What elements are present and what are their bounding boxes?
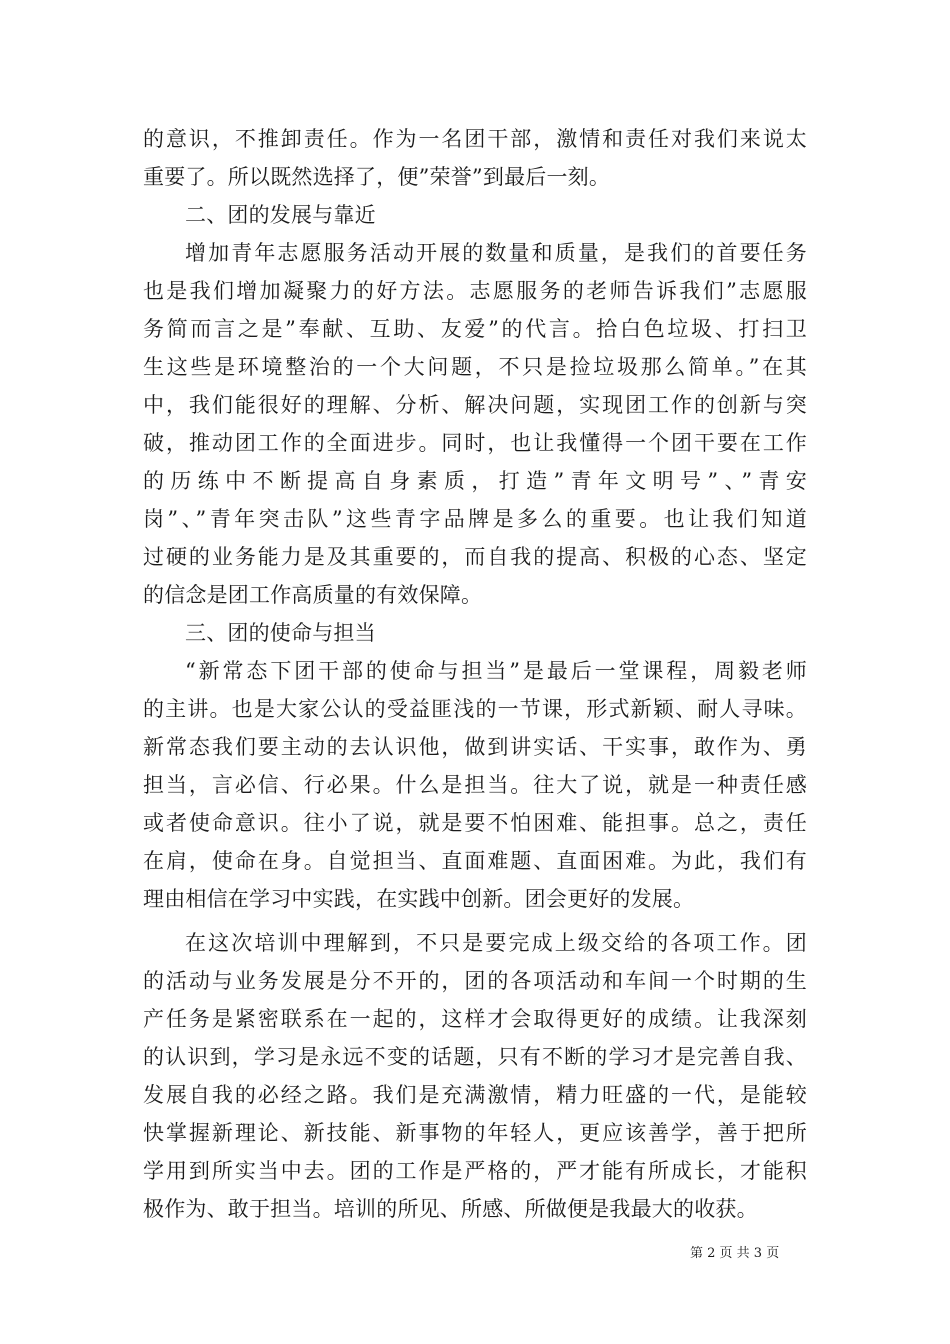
body-text-line: 的历练中不断提高自身素质，打造”青年文明号”、”青安 xyxy=(143,469,807,493)
paragraph-first-line: 在这次培训中理解到，不只是要完成上级交给的各项工作。团 xyxy=(185,931,807,955)
paragraph-first-line: 增加青年志愿服务活动开展的数量和质量，是我们的首要任务 xyxy=(185,241,807,265)
body-text-line: 的信念是团工作高质量的有效保障。 xyxy=(143,583,483,607)
body-text-line: 或者使命意识。往小了说，就是要不怕困难、能担事。总之，责任 xyxy=(143,811,807,835)
body-text-line: 学用到所实当中去。团的工作是严格的，严才能有所成长，才能积 xyxy=(143,1159,807,1183)
body-text-line: 中，我们能很好的理解、分析、解决问题，实现团工作的创新与突 xyxy=(143,393,807,417)
body-text-line: 发展自我的必经之路。我们是充满激情，精力旺盛的一代，是能较 xyxy=(143,1083,807,1107)
section-heading: 二、团的发展与靠近 xyxy=(185,203,376,227)
body-text-line: 重要了。所以既然选择了，便”荣誉”到最后一刻。 xyxy=(143,165,611,189)
body-text-line: 新常态我们要主动的去认识他，做到讲实话、干实事，敢作为、勇 xyxy=(143,735,807,759)
body-text-line: 担当，言必信、行必果。什么是担当。往大了说，就是一种责任感 xyxy=(143,773,807,797)
body-text-line: 过硬的业务能力是及其重要的，而自我的提高、积极的心态、坚定 xyxy=(143,545,807,569)
body-text-line: 快掌握新理论、新技能、新事物的年轻人，更应该善学，善于把所 xyxy=(143,1121,807,1145)
body-text-line: 的主讲。也是大家公认的受益匪浅的一节课，形式新颖、耐人寻味。 xyxy=(143,697,807,721)
body-text-line: 岗”、”青年突击队”这些青字品牌是多么的重要。也让我们知道 xyxy=(143,507,807,531)
body-text-line: 在肩，使命在身。自觉担当、直面难题、直面困难。为此，我们有 xyxy=(143,849,807,873)
body-text-line: 产任务是紧密联系在一起的，这样才会取得更好的成绩。让我深刻 xyxy=(143,1007,807,1031)
body-text-line: 生这些是环境整治的一个大问题，不只是捡垃圾那么简单。”在其 xyxy=(143,355,807,379)
body-text-line: 破，推动团工作的全面进步。同时，也让我懂得一个团干要在工作 xyxy=(143,431,807,455)
body-text-line: 极作为、敢于担当。培训的所见、所感、所做便是我最大的收获。 xyxy=(143,1197,758,1221)
page-number-footer: 第 2 页 共 3 页 xyxy=(690,1246,780,1261)
body-text-line: 理由相信在学习中实践，在实践中创新。团会更好的发展。 xyxy=(143,887,695,911)
body-text-line: 的活动与业务发展是分不开的，团的各项活动和车间一个时期的生 xyxy=(143,969,807,993)
body-text-line: 的认识到，学习是永远不变的话题，只有不断的学习才是完善自我、 xyxy=(143,1045,807,1069)
body-text-line: 务简而言之是”奉献、互助、友爱”的代言。拾白色垃圾、打扫卫 xyxy=(143,317,807,341)
section-heading: 三、团的使命与担当 xyxy=(185,621,376,645)
paragraph-first-line: “新常态下团干部的使命与担当”是最后一堂课程，周毅老师 xyxy=(185,659,807,683)
body-text-line: 的意识，不推卸责任。作为一名团干部，激情和责任对我们来说太 xyxy=(143,127,807,151)
body-text-line: 也是我们增加凝聚力的好方法。志愿服务的老师告诉我们”志愿服 xyxy=(143,279,807,303)
